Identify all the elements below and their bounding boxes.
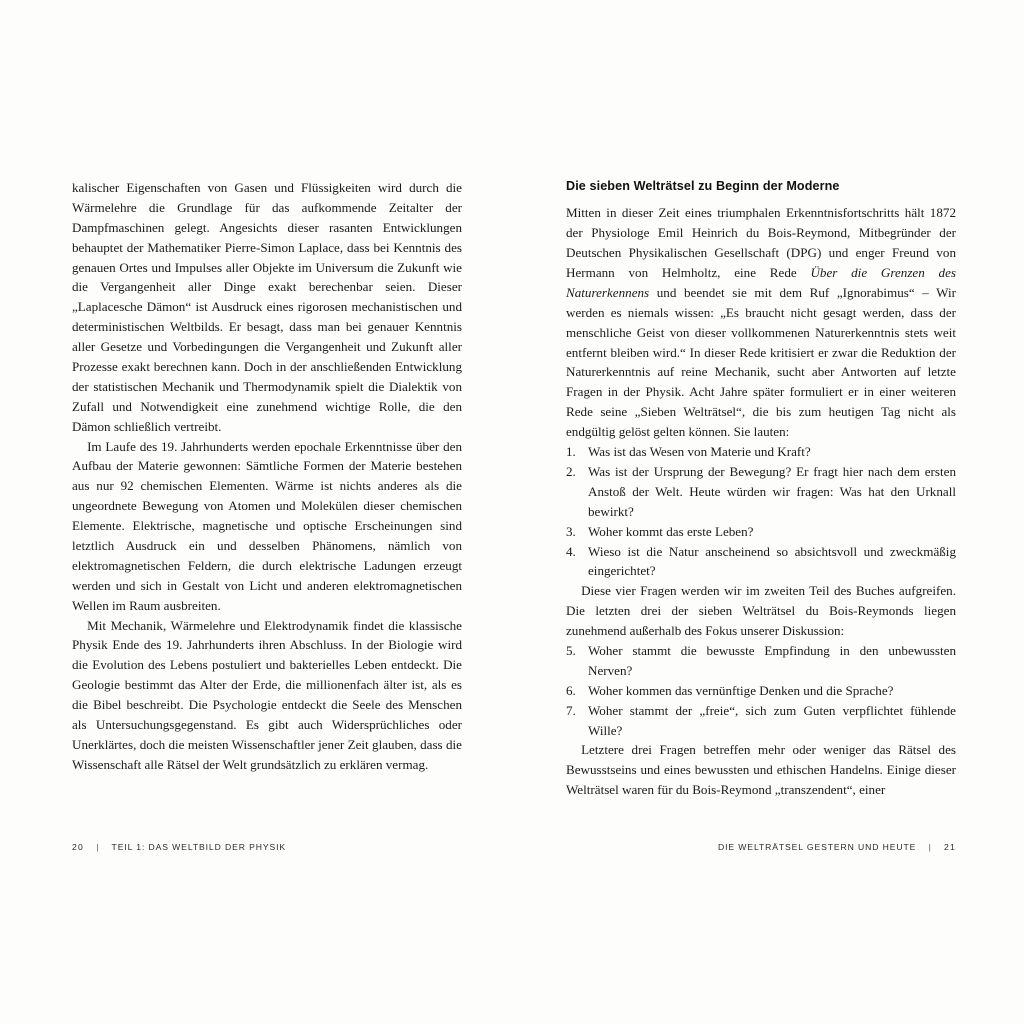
intro-text-part2: und beendet sie mit dem Ruf „Ignorabimus“ – Wir werden es niemals wissen: „Es braucht nicht gesagt werden, dass der menschliche Geist von dieser vollkommenen Naturerkenntnis stets weit entfernt bleiben wird.“ In dieser Rede kritisiert er zwar die Reduktion der Naturerkenntnis auf reine Mechanik, sucht aber Antworten auf letzte Fragen in der Physik. Acht Jahre später formuliert er in einer weiteren Rede seine „Sieben Welträtsel“, die bis zum heutigen Tag nicht als endgültig gelöst gelten können. Sie lauten:	[566, 284, 956, 440]
list-item	[566, 641, 956, 681]
running-title: TEIL 1: DAS WELTBILD DER PHYSIK	[111, 842, 287, 852]
left-page-body	[72, 178, 462, 775]
list-item-number: 4.	[566, 543, 576, 559]
right-page-footer	[566, 842, 956, 852]
page-number: 20	[72, 842, 84, 852]
list-item-text: Woher kommt das erste Leben?	[588, 523, 754, 539]
left-page-footer	[72, 842, 286, 852]
list-item-number: 6.	[566, 682, 576, 698]
riddle-list-second	[566, 641, 956, 740]
section-heading: Die sieben Welträtsel zu Beginn der Moderne	[566, 179, 840, 193]
paragraph-intro	[566, 203, 956, 442]
list-item	[566, 462, 956, 522]
running-title: DIE WELTRÄTSEL GESTERN UND HEUTE	[717, 842, 917, 852]
paragraph-closing: Letztere drei Fragen betreffen mehr oder weniger das Rätsel des Bewusstseins und eines bewussten und ethischen Handelns. Einige dieser Welträtsel waren für du Bois-Reymond „transzendent“, einer	[566, 742, 956, 798]
left-page	[72, 178, 462, 775]
footer-separator: |	[928, 842, 932, 852]
list-item-text: Woher kommen das vernünftige Denken und die Sprache?	[588, 682, 894, 698]
paragraph: Mit Mechanik, Wärmelehre und Elektrodynamik findet die klassische Physik Ende des 19. Jahrhunderts ihren Abschluss. In der Biologie wird die Evolution des Lebens postuliert und bakterielles Leben entdeckt. Die Geologie bestimmt das Alter der Erde, die millionenfach älter ist, als es die Bibel beschreibt. Die Psychologie entdeckt die Seele des Menschen als Untersuchungsgegenstand. Es gibt auch Widersprüchliches oder Unerklärtes, doch die meisten Wissenschaftler jener Zeit glauben, dass die Wissenschaft alle Rätsel der Welt grundsätzlich zu erklären vermag.	[72, 617, 462, 772]
list-item-number: 7.	[566, 702, 576, 718]
list-item	[566, 542, 956, 582]
list-item	[566, 681, 956, 701]
list-item-text: Woher stammt die bewusste Empfindung in den unbewussten Nerven?	[588, 642, 956, 678]
paragraph-interlude: Diese vier Fragen werden wir im zweiten Teil des Buches aufgreifen. Die letzten drei der sieben Welträtsel du Bois-Reymonds liegen zunehmend außerhalb des Fokus unserer Diskussion:	[566, 583, 956, 639]
paragraph: Im Laufe des 19. Jahrhunderts werden epochale Erkenntnisse über den Aufbau der Materie gewonnen: Sämtliche Formen der Materie bestehen aus nur 92 chemischen Elementen. Wärme ist nichts anderes als die ungeordnete Bewegung von Atomen und Molekülen dieser chemischen Elemente. Elektrische, magnetische und optische Erscheinungen sind letztlich Ausdruck ein und desselben Phänomens, nämlich von elektromagnetischen Feldern, die durch elektrische Ladungen erzeugt werden und sich in Gestalt von Licht und anderen elektromagnetischen Wellen im Raum ausbreiten.	[72, 438, 462, 613]
page-number: 21	[944, 842, 956, 852]
list-item	[566, 442, 956, 462]
list-item	[566, 522, 956, 542]
right-page	[566, 178, 956, 800]
intro-italic-title: Über die Grenzen des Naturerkennens	[566, 265, 956, 300]
footer-separator: |	[96, 842, 100, 852]
list-item-text: Woher stammt der „freie“, sich zum Guten verpflichtet fühlende Wille?	[588, 702, 956, 738]
paragraph: kalischer Eigenschaften von Gasen und Flüssigkeiten wird durch die Wärmelehre die Grundlage für das aufkommende Zeitalter der Dampfmaschinen gelegt. Angesichts dieser rasanten Entwicklungen behauptet der Mathematiker Pierre-Simon Laplace, dass bei Kenntnis des genauen Ortes und Impulses aller Objekte im Universum die Zukunft wie die Vergangenheit aller Dinge exakt berechenbar seien. Dieser „Laplacesche Dämon“ ist Ausdruck eines rigorosen mechanistischen und deterministischen Weltbilds. Er besagt, dass man bei genauer Kenntnis aller Gesetze und Vorbedingungen die Vergangenheit und Zukunft aller Prozesse exakt berechnen kann. Doch in der anschließenden Entwicklung der statistischen Mechanik und Thermodynamik spielt die Dialektik von Zufall und Notwendigkeit eine zunehmend wichtige Rolle, die den Dämon schließlich vertreibt.	[72, 180, 462, 434]
list-item-text: Was ist der Ursprung der Bewegung? Er fragt hier nach dem ersten Anstoß der Welt. Heute würden wir fragen: Was hat den Urknall bewirkt?	[588, 463, 956, 519]
list-item-number: 5.	[566, 642, 576, 658]
list-item-text: Wieso ist die Natur anscheinend so absichtsvoll und zweckmäßig eingerichtet?	[588, 543, 956, 579]
list-item-number: 1.	[566, 444, 576, 460]
riddle-list-first	[566, 442, 956, 581]
intro-text-part1: Mitten in dieser Zeit eines triumphalen Erkenntnisfortschritts hält 1872 der Physiologe Emil Heinrich du Bois-Reymond, Mitbegründer der Deutschen Physikalischen Gesellschaft (DPG) und enger Freund von Hermann von Helmholtz, eine Rede	[566, 205, 956, 281]
right-page-body	[566, 203, 956, 800]
list-item-text: Was ist das Wesen von Materie und Kraft?	[588, 444, 811, 460]
list-item-number: 3.	[566, 523, 576, 539]
list-item	[566, 701, 956, 741]
list-item-number: 2.	[566, 463, 576, 479]
